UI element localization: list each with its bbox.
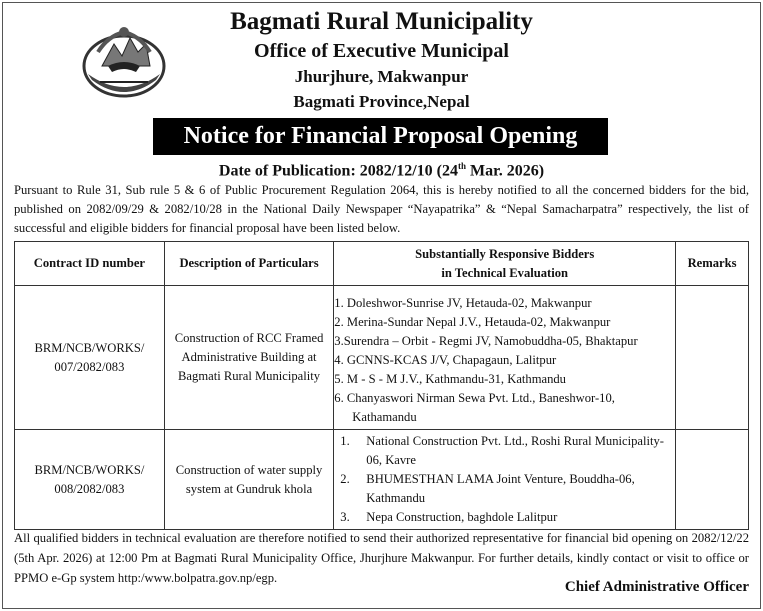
intro-paragraph: Pursuant to Rule 31, Sub rule 5 & 6 of Public Procurement Regulation 2064, this is hereby notified to all the concerned bidders for the bid, published on 2082/09/29 & 2082/10/28 in the National Daily Newspaper “Nayapatrika” & “Nepal Samacharpatra” respectively, the list of successful and eligible bidders for financial proposal have been listed below.	[14, 183, 749, 235]
notice-title-banner: Notice for Financial Proposal Opening	[153, 118, 608, 155]
publication-date: Date of Publication: 2082/12/10 (24th Mar. 2026)	[218, 161, 545, 180]
bidders-table	[14, 241, 749, 530]
list-item-continuation: Kathamandu	[352, 410, 417, 424]
list-item: 4. GCNNS-KCAS J/V, Chapagaun, Lalitpur	[334, 353, 557, 367]
contract-id-cell: BRM/NCB/WORKS/ 007/2082/083	[15, 286, 165, 430]
bidders-cell	[334, 430, 676, 530]
municipality-title: Bagmati Rural Municipality	[230, 8, 533, 35]
office-title: Office of Executive Municipal	[254, 40, 509, 62]
list-item: 1. Doleshwor-Sunrise JV, Hetauda-02, Makwanpur	[334, 296, 592, 310]
list-item: 2. Merina-Sundar Nepal J.V., Hetauda-02, Makwanpur	[334, 315, 611, 329]
header-contract-id: Contract ID number	[15, 242, 165, 286]
header-description: Description of Particulars	[164, 242, 334, 286]
province-line: Bagmati Province,Nepal	[293, 92, 470, 111]
header-remarks: Remarks	[676, 242, 749, 286]
table-row	[15, 286, 749, 430]
contract-id-cell: BRM/NCB/WORKS/ 008/2082/083	[15, 430, 165, 530]
closing-paragraph: All qualified bidders in technical evaluation are therefore notified to send their authorized representative for financial bid opening on 2082/12/22 (5th Apr. 2026) at 12:00 Pm at Bagmati Rural Municipality Office, Jhurjhure Makwanpur. For further details, kindly contact or visit to office or PPMO e-Gp system http:/www.bolpatra.gov.np/egp.	[14, 531, 749, 585]
list-item: 3. Nepa Construction, baghdole Lalitpur	[340, 510, 558, 524]
list-item: 3.Surendra – Orbit - Regmi JV, Namobuddha-05, Bhaktapur	[334, 334, 638, 348]
list-item: 2. BHUMESTHAN LAMA Joint Venture, Bouddha-06, Kathmandu	[340, 472, 635, 505]
description-cell: Construction of RCC Framed Administrative Building at Bagmati Rural Municipality	[164, 286, 334, 430]
table-header-row	[15, 242, 749, 286]
header-bidders: Substantially Responsive Bidders in Technical Evaluation	[334, 242, 676, 286]
bidders-cell	[334, 286, 676, 430]
description-cell: Construction of water supply system at Gundruk khola	[164, 430, 334, 530]
table-row	[15, 430, 749, 530]
list-item: 6. Chanyaswori Nirman Sewa Pvt. Ltd., Baneshwor-10,	[334, 391, 615, 405]
remarks-cell	[676, 286, 749, 430]
signature-title: Chief Administrative Officer	[564, 579, 749, 595]
list-item: 1. National Construction Pvt. Ltd., Roshi Rural Municipality-06, Kavre	[340, 434, 664, 467]
list-item: 5. M - S - M J.V., Kathmandu-31, Kathmandu	[334, 372, 566, 386]
remarks-cell	[676, 430, 749, 530]
address-line: Jhurjhure, Makwanpur	[294, 67, 469, 86]
